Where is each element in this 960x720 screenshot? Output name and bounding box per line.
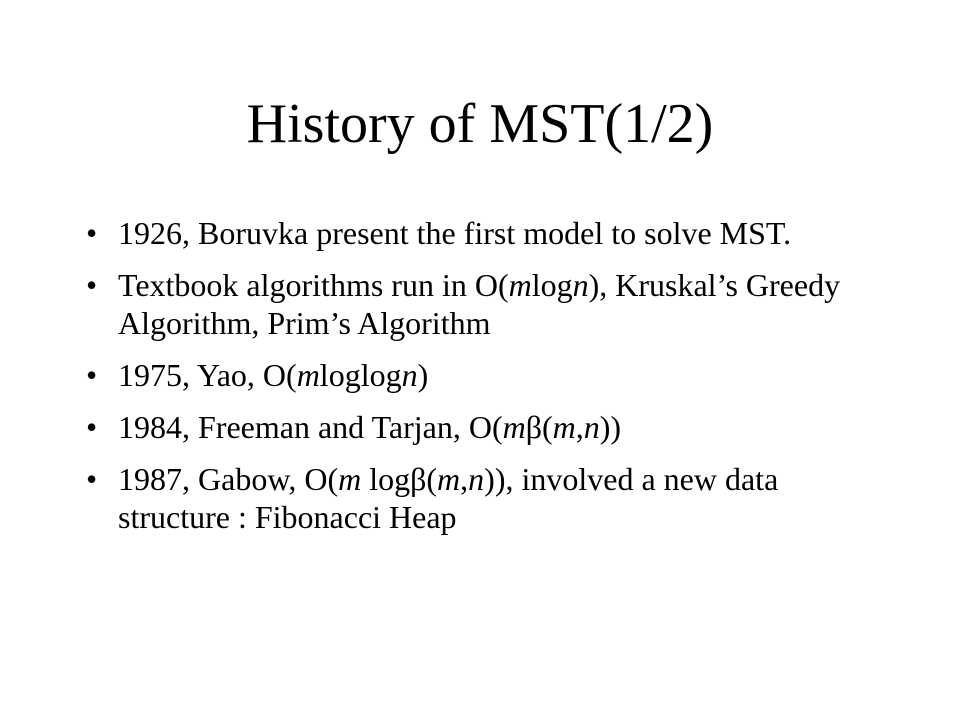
bullet-text-segment: 1984, Freeman and Tarjan, O( [118, 409, 503, 445]
bullet-text-segment: , [575, 409, 584, 445]
bullet-item [86, 356, 886, 394]
bullet-text-segment: ) [417, 357, 429, 393]
bullet-symbol: • [86, 215, 98, 251]
bullet-symbol: • [86, 357, 98, 393]
bullet-text-segment: log [531, 267, 573, 303]
bullet-symbol: • [86, 461, 98, 497]
bullet-text-segment: m [502, 409, 526, 445]
bullet-text-segment: , [460, 461, 469, 497]
bullet-text-segment: n [468, 461, 485, 497]
bullet-text [118, 215, 791, 251]
bullet-item [86, 460, 886, 536]
bullet-text [118, 357, 428, 393]
slide-title: History of MST(1/2) [246, 93, 714, 155]
bullet-text-segment: Textbook algorithms run in O( [118, 267, 509, 303]
bullet-text-segment: m [437, 461, 461, 497]
bullet-text-segment: ), Kruskal’s Greedy Algorithm, Prim’s Algorithm [118, 267, 841, 341]
bullet-symbol: • [86, 409, 98, 445]
bullet-text-segment: 1975, Yao, O( [118, 357, 297, 393]
bullet-text-segment: logβ( [361, 461, 438, 497]
bullet-item [86, 214, 886, 252]
bullet-text [118, 409, 621, 445]
bullet-item [86, 408, 886, 446]
bullet-text-segment: 1987, Gabow, O( [118, 461, 339, 497]
bullet-text-segment: n [572, 267, 589, 303]
bullet-text-segment: β( [525, 409, 553, 445]
bullet-text-segment: m [508, 267, 532, 303]
bullet-text [118, 267, 840, 341]
bullet-text-segment: loglog [319, 357, 402, 393]
bullet-text-segment: n [583, 409, 600, 445]
bullet-text-segment: m [338, 461, 362, 497]
bullet-list [86, 214, 886, 550]
bullet-text-segment: n [401, 357, 418, 393]
bullet-text-segment: )), involved a new data structure : Fibonacci Heap [118, 461, 779, 535]
bullet-symbol: • [86, 267, 98, 303]
bullet-item [86, 266, 886, 342]
bullet-text-segment: )) [599, 409, 622, 445]
bullet-text-segment: 1926, Boruvka present the first model to solve MST. [118, 215, 792, 251]
bullet-text-segment: m [296, 357, 320, 393]
bullet-text [118, 461, 778, 535]
bullet-text-segment: m [552, 409, 576, 445]
